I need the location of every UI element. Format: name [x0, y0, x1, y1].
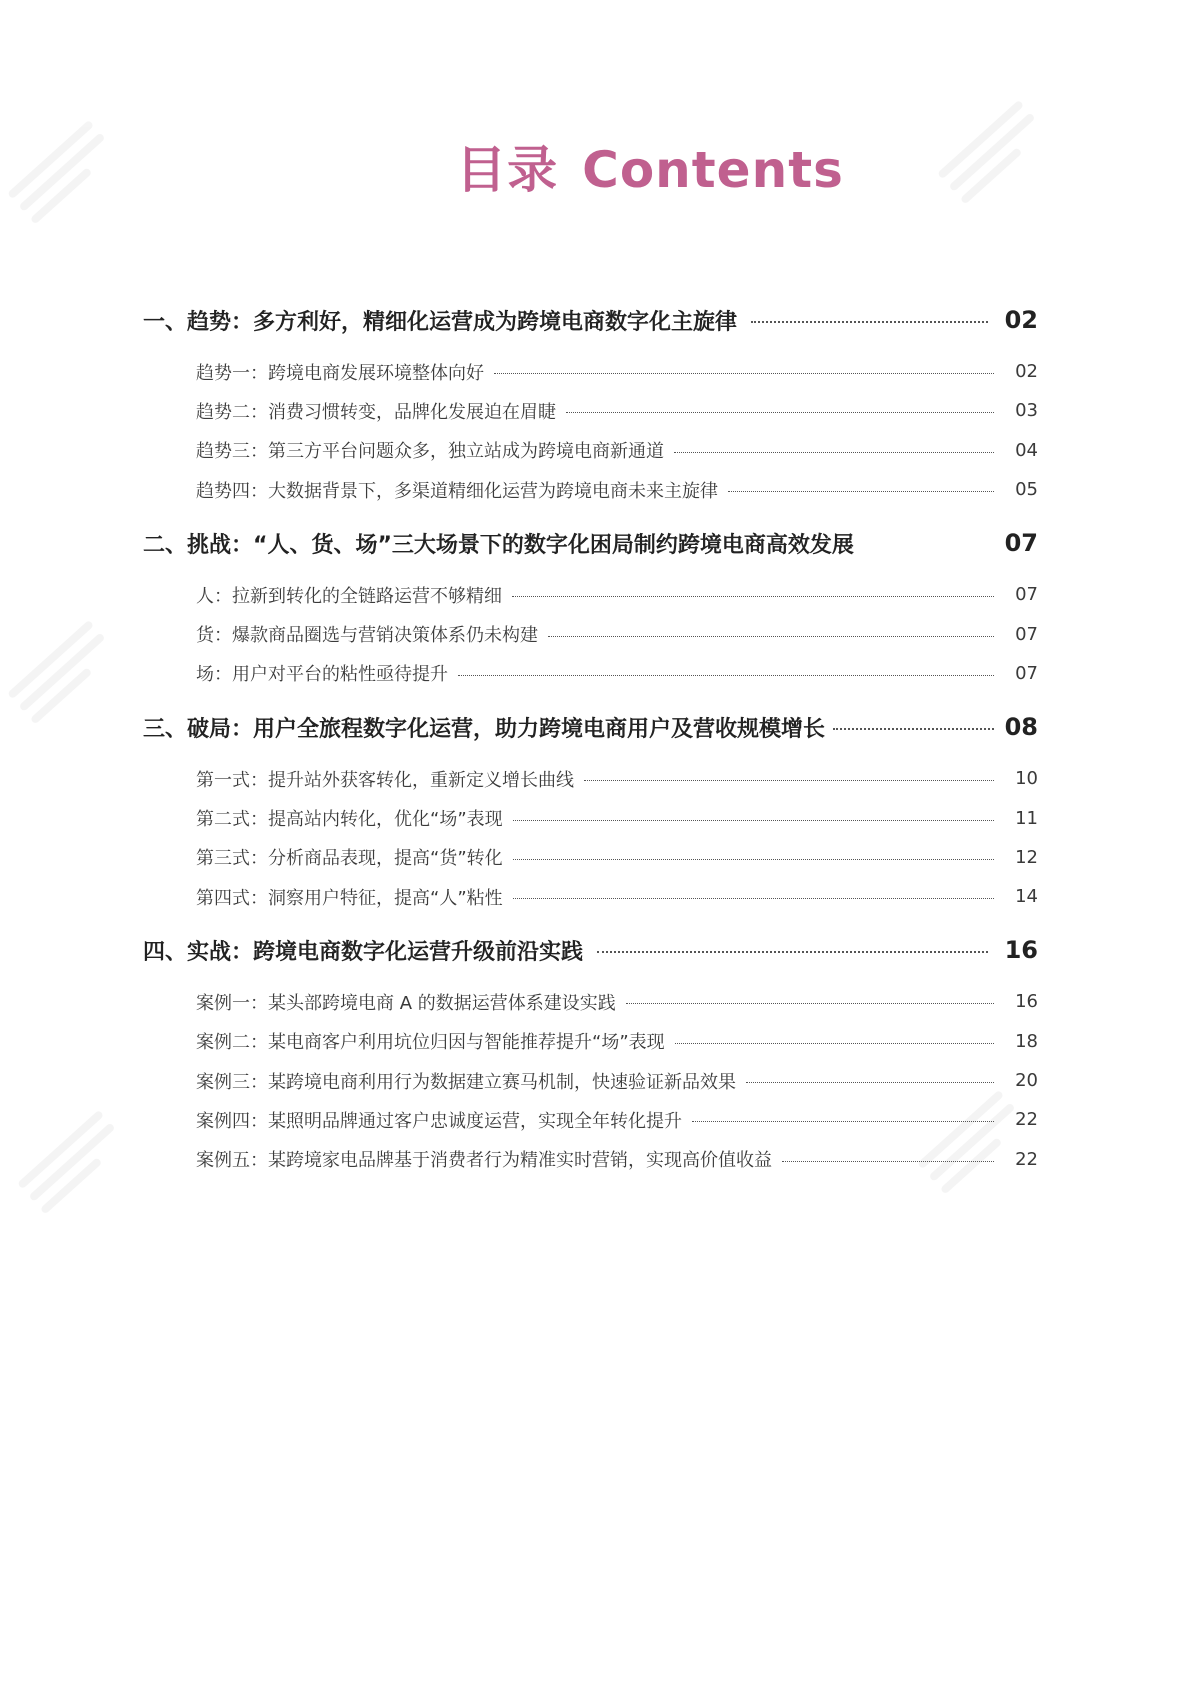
toc-item-label: 案例二：某电商客户利用坑位归因与智能推荐提升“场”表现	[196, 1032, 665, 1054]
toc-item-row[interactable]	[196, 982, 1038, 1021]
toc-item-page: 07	[1015, 584, 1038, 606]
toc-item-page: 18	[1015, 1030, 1038, 1052]
watermark-stripes	[17, 1110, 133, 1222]
dot-leader	[597, 951, 988, 953]
toc-item-page: 04	[1015, 439, 1038, 461]
toc-section-challenges	[143, 523, 1038, 693]
toc-heading-label: 一、趋势：多方利好，精细化运营成为跨境电商数字化主旋律	[143, 309, 738, 335]
dot-leader	[626, 1003, 994, 1004]
toc-item-label: 场：用户对平台的粘性亟待提升	[196, 664, 448, 686]
dot-leader	[513, 820, 994, 821]
toc-section-breakthrough	[143, 707, 1038, 916]
toc-item-label: 第三式：分析商品表现，提高“货”转化	[196, 848, 503, 870]
dot-leader	[566, 412, 994, 413]
toc-item-page: 10	[1015, 768, 1038, 790]
toc-section-trends	[143, 300, 1038, 509]
toc-item-page: 22	[1015, 1148, 1038, 1170]
toc-item-label: 案例一：某头部跨境电商 A 的数据运营体系建设实践	[196, 992, 616, 1014]
toc-item-row[interactable]	[196, 575, 1038, 614]
toc-item-page: 02	[1015, 361, 1038, 383]
toc-item-page: 16	[1015, 991, 1038, 1013]
dot-leader	[584, 780, 994, 781]
toc-item-row[interactable]	[196, 1139, 1038, 1178]
dot-leader	[728, 491, 994, 492]
toc-section-practice	[143, 930, 1038, 1178]
toc-item-page: 03	[1015, 400, 1038, 422]
dot-leader	[458, 675, 994, 676]
toc-item-label: 第二式：提高站内转化，优化“场”表现	[196, 809, 503, 831]
dot-leader	[513, 898, 994, 899]
toc-item-page: 20	[1015, 1070, 1038, 1091]
toc-item-label: 趋势三：第三方平台问题众多，独立站成为跨境电商新通道	[196, 441, 664, 463]
toc-item-row[interactable]	[196, 352, 1038, 391]
toc-item-label: 货：爆款商品圈选与营销决策体系仍未构建	[196, 625, 538, 647]
toc-item-row[interactable]	[196, 1061, 1038, 1100]
toc-item-page: 11	[1015, 807, 1038, 829]
toc-item-label: 趋势一：跨境电商发展环境整体向好	[196, 362, 484, 384]
toc-item-row[interactable]	[196, 654, 1038, 693]
dot-leader	[675, 1043, 994, 1044]
toc-heading-page: 02	[1004, 306, 1038, 334]
toc-item-row[interactable]	[196, 431, 1038, 470]
toc-item-row[interactable]	[196, 391, 1038, 430]
toc-item-row[interactable]	[196, 798, 1038, 837]
toc-item-label: 第一式：提升站外获客转化，重新定义增长曲线	[196, 769, 574, 791]
toc-item-label: 案例四：某照明品牌通过客户忠诚度运营，实现全年转化提升	[196, 1110, 682, 1132]
toc-item-page: 05	[1015, 479, 1038, 501]
toc-item-page: 14	[1015, 886, 1038, 908]
toc-item-row[interactable]	[196, 1022, 1038, 1061]
toc-item-row[interactable]	[196, 759, 1038, 798]
toc-item-page: 07	[1015, 623, 1038, 645]
dot-leader	[751, 321, 988, 323]
dot-leader	[512, 596, 994, 597]
dot-leader	[674, 452, 994, 453]
toc-item-row[interactable]	[196, 614, 1038, 653]
toc-heading-row[interactable]	[143, 300, 1038, 340]
dot-leader	[513, 859, 994, 860]
toc-heading-page: 07	[1004, 529, 1038, 558]
toc-item-label: 人：拉新到转化的全链路运营不够精细	[196, 585, 502, 607]
dot-leader	[548, 636, 994, 637]
toc-heading-row[interactable]	[143, 930, 1038, 970]
toc-item-row[interactable]	[196, 877, 1038, 916]
toc-item-row[interactable]	[196, 1100, 1038, 1139]
toc-item-label: 第四式：洞察用户特征，提高“人”粘性	[196, 887, 503, 909]
dot-leader	[494, 373, 994, 374]
page-title	[0, 130, 1200, 202]
page-title-cn: 目录	[456, 141, 559, 199]
toc-item-label: 案例三：某跨境电商利用行为数据建立赛马机制，快速验证新品效果	[196, 1071, 736, 1093]
watermark-stripes	[7, 620, 123, 732]
toc-heading-page: 16	[1004, 936, 1038, 965]
toc-heading-row[interactable]	[143, 707, 1038, 747]
toc-heading-label: 二、挑战：“人、货、场”三大场景下的数字化困局制约跨境电商高效发展	[143, 532, 854, 558]
toc-item-page: 22	[1015, 1109, 1038, 1131]
toc-heading-page: 08	[1004, 713, 1038, 742]
toc-item-row[interactable]	[196, 470, 1038, 509]
dot-leader	[692, 1121, 994, 1122]
toc-item-label: 趋势二：消费习惯转变，品牌化发展迫在眉睫	[196, 401, 556, 423]
toc-item-row[interactable]	[196, 838, 1038, 877]
toc-item-label: 案例五：某跨境家电品牌基于消费者行为精准实时营销，实现高价值收益	[196, 1150, 772, 1172]
toc-heading-label: 三、破局：用户全旅程数字化运营，助力跨境电商用户及营收规模增长	[143, 716, 826, 742]
dot-leader	[833, 728, 994, 730]
toc-item-page: 07	[1015, 662, 1038, 684]
toc-item-page: 12	[1015, 846, 1038, 868]
toc-heading-label: 四、实战：跨境电商数字化运营升级前沿实践	[143, 939, 584, 965]
table-of-contents	[143, 300, 1038, 1179]
dot-leader	[746, 1082, 994, 1083]
page-title-en: Contents	[582, 141, 844, 199]
toc-item-label: 趋势四：大数据背景下，多渠道精细化运营为跨境电商未来主旋律	[196, 480, 718, 502]
toc-heading-row[interactable]	[143, 523, 1038, 563]
dot-leader	[782, 1161, 994, 1162]
